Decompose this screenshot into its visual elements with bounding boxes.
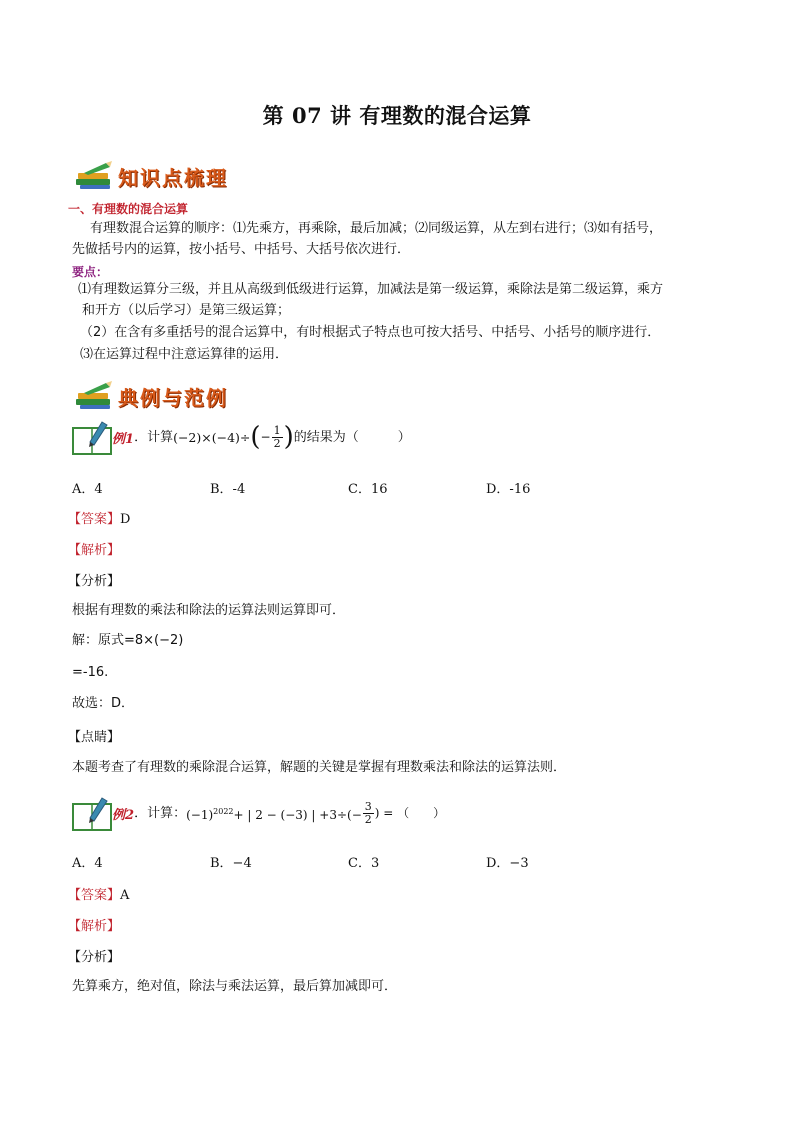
answer-line bbox=[68, 508, 130, 527]
stem-text: 的结果为（ ） bbox=[293, 429, 411, 445]
answer-value: A bbox=[120, 888, 130, 903]
analysis-text: 先算乘方，绝对值，除法与乘法运算，最后算加减即可． bbox=[72, 979, 398, 994]
example-2-options bbox=[72, 852, 772, 872]
open-book-pencil-icon bbox=[72, 418, 112, 456]
fraction-denominator: 2 bbox=[273, 436, 281, 450]
books-pencil-icon bbox=[74, 381, 114, 411]
example-label: 例2 bbox=[112, 807, 135, 823]
analysis-tag: 【解析】 bbox=[68, 919, 121, 934]
section-banner-examples bbox=[74, 380, 228, 412]
answer-line bbox=[68, 884, 129, 903]
paragraph-line: 有理数混合运算的顺序：⑴先乘方，再乘除，最后加减；⑵同级运算，从左到右进行；⑶如有括号， bbox=[90, 221, 663, 236]
section-banner-knowledge bbox=[74, 160, 228, 192]
key-point: ⑴有理数运算分三级，并且从高级到低级进行运算，加减法是第一级运算，乘除法是第二级运算，乘方 bbox=[78, 282, 664, 297]
example-1-options bbox=[72, 478, 772, 498]
analysis-sub-tag: 【分析】 bbox=[68, 950, 121, 965]
analysis-text: 根据有理数的乘法和除法的运算法则运算即可． bbox=[72, 603, 346, 618]
option-c: C．16 bbox=[348, 482, 388, 497]
comment-tag: 【点睛】 bbox=[68, 730, 121, 745]
solution-line: =-16. bbox=[72, 665, 109, 680]
fraction-numerator: 1 bbox=[273, 423, 281, 437]
section-heading: 一、有理数的混合运算 bbox=[68, 202, 189, 216]
key-point: （2）在含有多重括号的混合运算中，有时根据式子特点也可按大括号、中括号、小括号的顺序进行． bbox=[80, 325, 661, 340]
solution-line: 故选：D． bbox=[72, 696, 135, 711]
fraction-numerator: 3 bbox=[364, 799, 372, 813]
comment-text: 本题考查了有理数的乘除混合运算，解题的关键是掌握有理数乘法和除法的运算法则． bbox=[72, 760, 567, 775]
example-1-stem bbox=[72, 418, 411, 456]
fraction-sign: − bbox=[260, 429, 271, 444]
key-point: ⑶在运算过程中注意运算律的运用． bbox=[80, 347, 289, 362]
example-label: 例1 bbox=[112, 431, 135, 447]
math-expression: ) = （ ） bbox=[374, 805, 446, 820]
paragraph-line: 先做括号内的运算，按小括号、中括号、大括号依次进行． bbox=[72, 242, 411, 257]
fraction bbox=[272, 425, 283, 450]
option-c: C．3 bbox=[348, 856, 380, 871]
option-d: D．-16 bbox=[486, 482, 531, 497]
math-expression: (−2)×(−4)÷ bbox=[173, 429, 251, 445]
exponent: 2022 bbox=[213, 806, 234, 816]
option-b: B．−4 bbox=[210, 856, 252, 871]
answer-tag: 【答案】 bbox=[68, 512, 121, 527]
page-title: 第 07 讲 有理数的混合运算 bbox=[262, 103, 532, 128]
option-a: A．4 bbox=[72, 856, 103, 871]
solution-line: 解：原式=8×(−2) bbox=[72, 633, 184, 648]
fraction-denominator: 2 bbox=[364, 812, 372, 826]
answer-tag: 【答案】 bbox=[68, 888, 121, 903]
key-points-heading: 要点： bbox=[72, 265, 109, 279]
paren-close: ) bbox=[283, 422, 294, 452]
paren-open: ( bbox=[250, 422, 261, 452]
stem-text: ．计算： bbox=[134, 805, 187, 821]
option-d: D．−3 bbox=[486, 856, 529, 871]
books-pencil-icon bbox=[74, 161, 114, 191]
banner-title: 典例与范例 bbox=[118, 385, 228, 410]
analysis-tag: 【解析】 bbox=[68, 543, 121, 558]
banner-title: 知识点梳理 bbox=[118, 165, 228, 190]
option-b: B．-4 bbox=[210, 482, 246, 497]
open-book-pencil-icon bbox=[72, 794, 112, 832]
option-a: A．4 bbox=[72, 482, 103, 497]
analysis-sub-tag: 【分析】 bbox=[68, 574, 121, 589]
answer-value: D bbox=[120, 512, 131, 527]
example-2-stem bbox=[72, 794, 445, 832]
stem-text: ．计算 bbox=[134, 429, 174, 445]
math-expression: $(-1)^{2022}+$ | 2 − (−3) | +3÷(− bbox=[186, 806, 362, 822]
fraction bbox=[363, 801, 374, 826]
key-point: 和开方（以后学习）是第三级运算； bbox=[82, 303, 291, 318]
